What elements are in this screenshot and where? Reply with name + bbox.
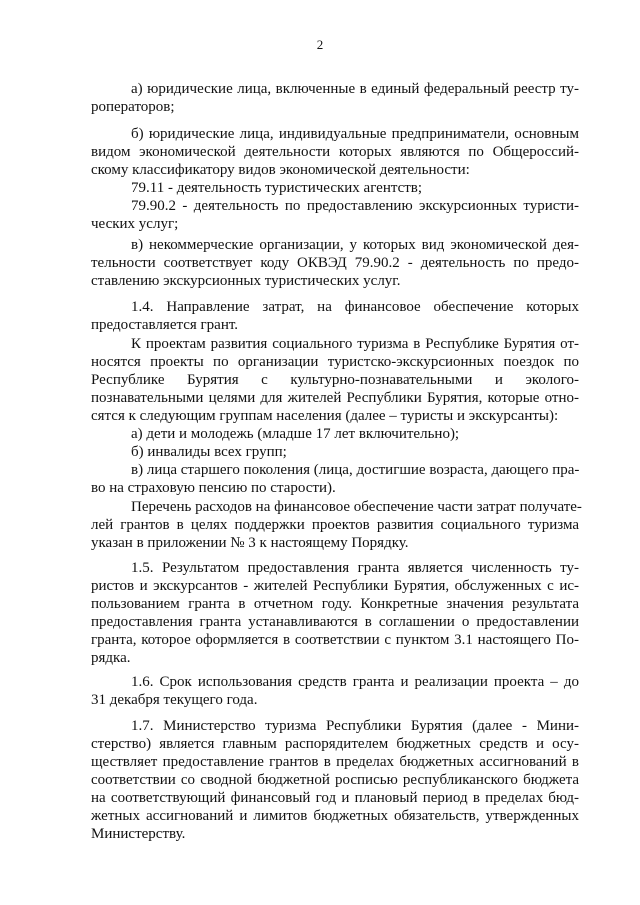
text-line: предоставления гранта устанавливаются в соглашении о предоставлении xyxy=(91,614,579,630)
section-heading: 1.4. Направление затрат, на финансовое обеспечение которых xyxy=(131,299,579,315)
text-line: а) дети и молодежь (младше 17 лет включительно); xyxy=(131,426,460,442)
text-line: во на страховую пенсию по старости). xyxy=(91,480,336,496)
text-line: Республике Бурятия с культурно-познавательными и эколого- xyxy=(91,372,579,388)
section-heading: 1.6. Срок использования средств гранта и реализации проекта – до xyxy=(131,674,579,690)
text-line: гранта, которое оформляется в соответствии с пунктом 3.1 настоящего По- xyxy=(91,632,579,648)
text-line: б) юридические лица, индивидуальные предприниматели, основным xyxy=(131,126,579,142)
text-line: стерство) является главным распорядителем бюджетных средств и осу- xyxy=(91,736,579,752)
text-line: 79.90.2 - деятельность по предоставлению экскурсионных туристи- xyxy=(131,198,579,214)
page-number: 2 xyxy=(316,37,324,52)
text-line: в) некоммерческие организации, у которых вид экономической дея- xyxy=(131,237,579,253)
text-line: жетных ассигнований и лимитов бюджетных обязательств, утвержденных xyxy=(91,808,579,824)
text-line: ществляет предоставление грантов в пределах бюджетных ассигнований в xyxy=(91,754,579,770)
text-line: роператоров; xyxy=(91,99,175,115)
text-line: К проектам развития социального туризма в Республике Бурятия от- xyxy=(131,336,579,352)
text-line: ристов и экскурсантов - жителей Республики Бурятия, обслуженных с ис- xyxy=(91,578,579,594)
text-line: пользованием гранта в отчетном году. Конкретные значения результата xyxy=(91,596,579,612)
text-line: указан в приложении № 3 к настоящему Порядку. xyxy=(91,535,409,551)
text-line: тельности соответствует коду ОКВЭД 79.90.2 - деятельность по предо- xyxy=(91,255,579,271)
text-line: видом экономической деятельности которых являются по Общероссий- xyxy=(91,144,579,160)
text-line: носятся проекты по организации туристско-экскурсионных поездок по xyxy=(91,354,579,370)
text-line: 79.11 - деятельность туристических агентств; xyxy=(131,180,423,196)
text-line: Перечень расходов на финансовое обеспечение части затрат получате- xyxy=(131,499,582,515)
text-line: в) лица старшего поколения (лица, достигшие возраста, дающего пра- xyxy=(131,462,580,478)
text-line: на соответствующий финансовый год и плановый период в пределах бюд- xyxy=(91,790,579,806)
section-heading: 1.5. Результатом предоставления гранта является численность ту- xyxy=(131,560,579,576)
text-line: лей грантов в целях поддержки проектов развития социального туризма xyxy=(91,517,579,533)
text-line: познавательными целями для жителей Республики Бурятия, которые отно- xyxy=(91,390,579,406)
text-line: предоставляется грант. xyxy=(91,317,239,333)
text-line: ставлению экскурсионных туристических услуг. xyxy=(91,273,401,289)
text-line: рядка. xyxy=(91,650,131,666)
text-line: ческих услуг; xyxy=(91,216,179,232)
text-line: соответствии со сводной бюджетной росписью республиканского бюджета xyxy=(91,772,579,788)
text-line: Министерству. xyxy=(91,826,186,842)
section-heading: 1.7. Министерство туризма Республики Бурятия (далее - Мини- xyxy=(131,718,579,734)
text-line: сятся к следующим группам населения (далее – туристы и экскурсанты): xyxy=(91,408,559,424)
text-line: б) инвалиды всех групп; xyxy=(131,444,287,460)
text-line: 31 декабря текущего года. xyxy=(91,692,258,708)
text-line: скому классификатору видов экономической деятельности: xyxy=(91,162,470,178)
text-line: а) юридические лица, включенные в единый федеральный реестр ту- xyxy=(131,81,579,97)
